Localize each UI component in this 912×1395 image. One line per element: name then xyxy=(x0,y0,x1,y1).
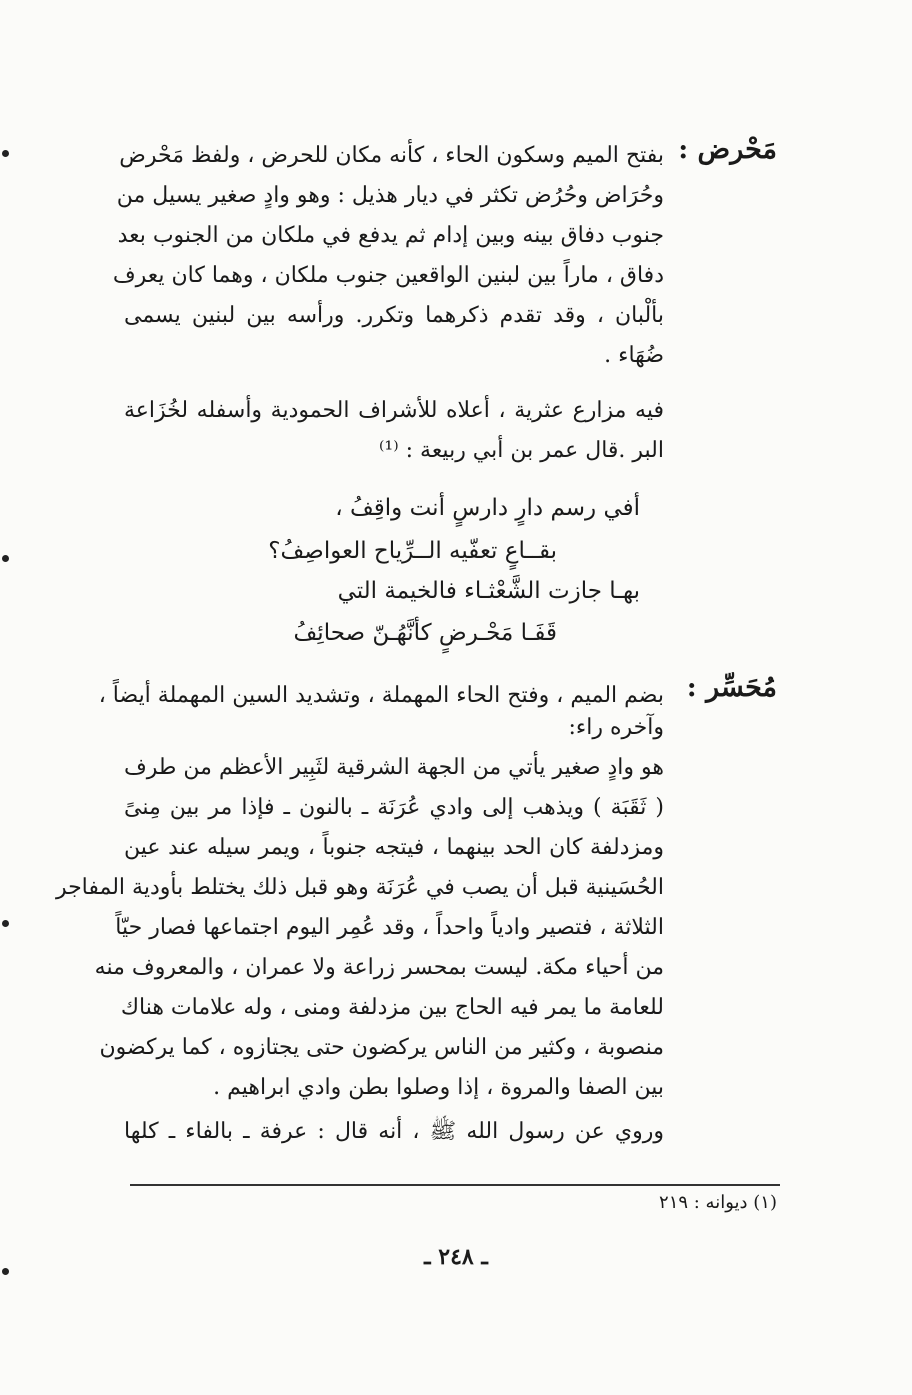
scan-mark xyxy=(2,920,9,927)
scan-mark xyxy=(2,555,9,562)
headword-mahrad: مَحْرض : xyxy=(678,134,777,165)
verse-line: قَفَـا مَحْـرضٍ كأنَّهُـنّ صحائِفُ xyxy=(293,620,557,646)
entry-line: للعامة ما يمر فيه الحاج بين مزدلفة ومنى ، وله علامات هناك xyxy=(120,995,664,1020)
entry-line: هو وادٍ صغير يأتي من الجهة الشرقية لثَبِير الأعظم من طرف xyxy=(123,755,664,780)
entry-line: بفتح الميم وسكون الحاء ، كأنه مكان للحرض ، ولفظ مَحْرض xyxy=(119,143,664,168)
page-number: ـ ٢٤٨ ـ xyxy=(424,1244,488,1270)
entry-line: وآخره راء: xyxy=(568,715,664,740)
entry-line: وروي عن رسول الله ﷺ ، أنه قال : عرفة ـ بالفاء ـ كلها xyxy=(124,1119,664,1144)
entry-line: ( ثَقَبَة ) ويذهب إلى وادي عُرَنَة ـ بالنون ـ فإذا مر بين مِنىً xyxy=(124,795,664,820)
entry-line: الحُسَينية قبل أن يصب في عُرَنَة وهو قبل ذلك يختلط بأودية المفاجر xyxy=(55,875,664,900)
headword-muhassir: مُحَسِّر : xyxy=(686,672,777,703)
entry-line: بألْبان ، وقد تقدم ذكرهما وتكرر. ورأسه بين لبنين يسمى xyxy=(124,303,664,328)
entry-line: بين الصفا والمروة ، إذا وصلوا بطن وادي ابراهيم . xyxy=(213,1075,664,1100)
scan-mark xyxy=(2,1268,9,1275)
verse-line: أفي رسم دارٍ دارسٍ أنت واقِفُ ، xyxy=(335,495,640,521)
entry-line: دفاق ، ماراً بين لبنين الواقعين جنوب ملكان ، وهما كان يعرف xyxy=(112,263,664,288)
entry-line: الثلاثة ، فتصير وادياً واحداً ، وقد عُمِر اليوم اجتماعها فصار حيّاً xyxy=(115,915,664,940)
entry-line: البر .قال عمر بن أبي ربيعة : ⁽¹⁾ xyxy=(378,438,664,463)
entry-line: بضم الميم ، وفتح الحاء المهملة ، وتشديد السين المهملة أيضاً ، xyxy=(98,683,664,708)
entry-line: منصوبة ، وكثير من الناس يركضون حتى يجتازوه ، كما يركضون xyxy=(99,1035,664,1060)
verse-line: بقــاعٍ تعفّيه الــرِّياح العواصِفُ؟ xyxy=(268,538,557,564)
verse-line: بهـا جازت الشَّعْثـاء فالخيمة التي xyxy=(337,578,640,604)
entry-line: من أحياء مكة. ليست بمحسر زراعة ولا عمران ، والمعروف منه xyxy=(94,955,664,980)
scan-mark xyxy=(2,150,9,157)
entry-line: ضُهَاء . xyxy=(604,343,664,368)
footnote-divider xyxy=(130,1184,780,1186)
entry-line: جنوب دفاق بينه وبين إدام ثم يدفع في ملكان من الجنوب بعد xyxy=(117,223,664,248)
footnote: (١) ديوانه : ٢١٩ xyxy=(659,1192,777,1213)
entry-line: ومزدلفة كان الحد بينهما ، فيتجه جنوباً ، ويمر سيله عند عين xyxy=(124,835,664,860)
entry-line: فيه مزارع عثرية ، أعلاه للأشراف الحمودية وأسفله لخُزَاعة xyxy=(124,398,664,423)
entry-line: وحُرَاض وحُرُض تكثر في ديار هذيل : وهو وادٍ صغير يسيل من xyxy=(116,183,664,208)
